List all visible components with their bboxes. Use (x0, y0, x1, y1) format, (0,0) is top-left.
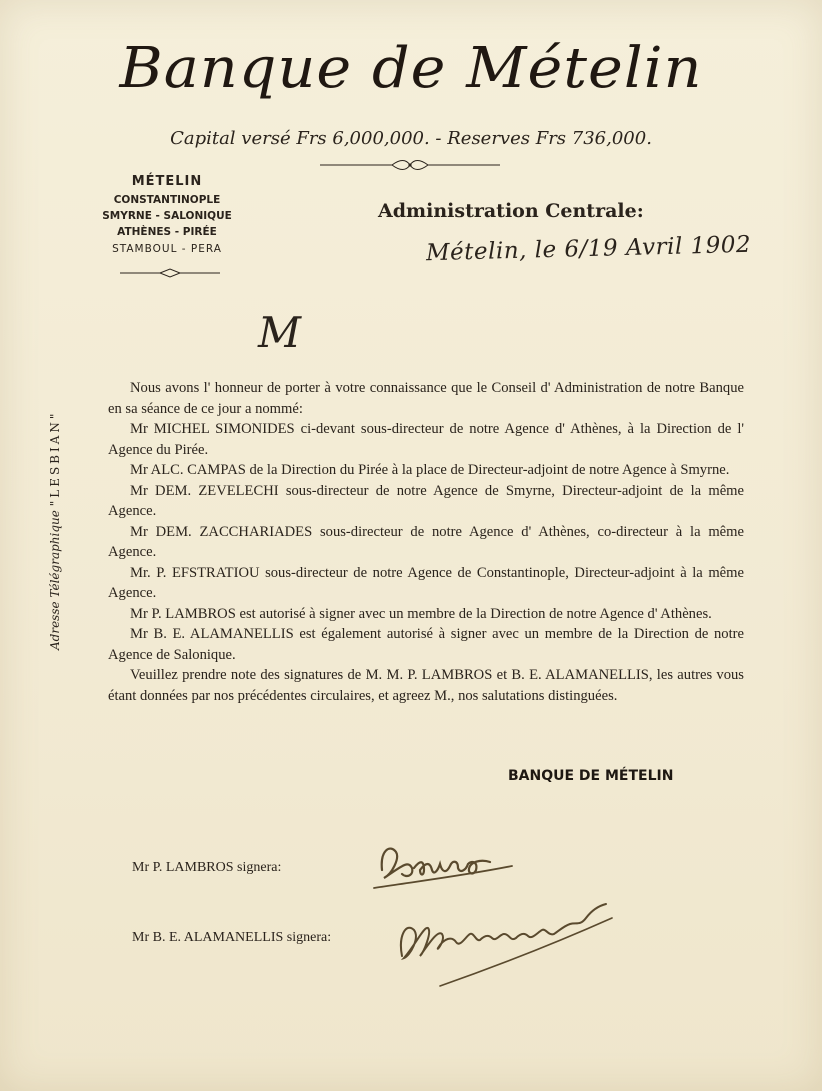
branch-smyrne-salonique: SMYRNE - SALONIQUE (102, 210, 232, 222)
branch-constantinople: CONSTANTINOPLE (113, 194, 221, 206)
branch-athenes-piree: ATHÈNES - PIRÉE (117, 226, 217, 238)
letter-body (108, 378, 744, 706)
capital-line: Capital versé Frs 6,000,000. - Reserves Frs 736,000. (170, 128, 652, 149)
telegraph-label: Adresse Télégraphique (48, 510, 62, 650)
body-paragraph: Mr ALC. CAMPAS de la Direction du Pirée à la place de Directeur-adjoint de notre Agence à Smyrne. (130, 462, 730, 478)
body-paragraph: Mr MICHEL SIMONIDES ci-devant sous-directeur de notre Agence d' Athènes, à la Direction de l' Agence du Pirée. (108, 421, 744, 458)
body-paragraph: Veuillez prendre note des signatures de M. M. P. LAMBROS et B. E. ALAMANELLIS, les autres vous étant données par nos précédentes circulaires, et agreez M., nos salutations distinguées. (108, 667, 744, 704)
small-ornament-icon (120, 268, 220, 278)
body-paragraph: Mr. P. EFSTRATIOU sous-directeur de notre Agence de Constantinople, Directeur-adjoint à la même Agence. (108, 564, 744, 601)
branch-metelin: MÉTELIN (131, 174, 203, 189)
dateline: Mételin, le 6/19 Avril 1902 (425, 231, 752, 267)
body-paragraph: Mr B. E. ALAMANELLIS est également autorisé à signer avec un membre de la Direction de notre Agence de Salonique. (108, 626, 744, 663)
body-paragraph: Mr DEM. ZACCHARIADES sous-directeur de notre Agence d' Athènes, co-directeur à la même Agence. (108, 523, 744, 560)
body-paragraph: Nous avons l' honneur de porter à votre connaissance que le Conseil d' Administration de notre Banque en sa séance de ce jour a nommé: (108, 380, 744, 417)
telegraph-code: "LESBIAN" (48, 410, 62, 507)
bank-name-heading: Banque de Mételin (119, 36, 703, 101)
signature-alamanellis-icon (380, 886, 630, 996)
signature-label-lambros: Mr P. LAMBROS signera: (132, 860, 282, 875)
closing-signature-block: BANQUE DE MÉTELIN (508, 768, 674, 784)
salutation: M (258, 308, 302, 357)
body-paragraph: Mr P. LAMBROS est autorisé à signer avec un membre de la Direction de notre Agence d' Athènes. (130, 605, 712, 622)
telegraph-address (48, 360, 70, 650)
signature-label-alamanellis: Mr B. E. ALAMANELLIS signera: (132, 930, 332, 945)
administration-heading: Administration Centrale: (378, 200, 644, 222)
ornament-divider-icon (320, 158, 500, 172)
body-paragraph: Mr DEM. ZEVELECHI sous-directeur de notre Agence de Smyrne, Directeur-adjoint de la même Agence. (108, 482, 744, 519)
branch-stamboul-pera: STAMBOUL - PERA (112, 243, 222, 255)
branch-list (92, 174, 242, 255)
